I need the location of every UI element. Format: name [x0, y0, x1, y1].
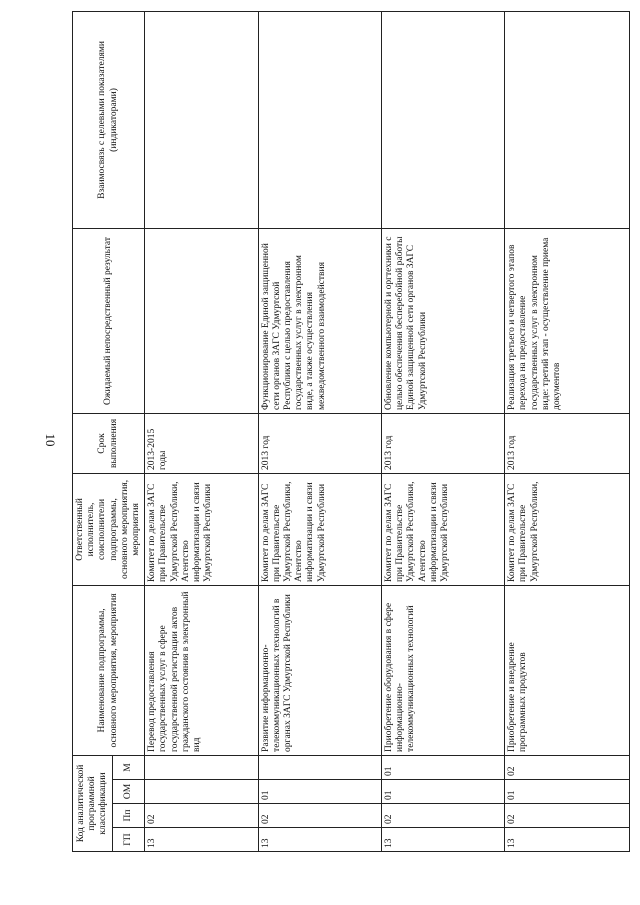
cell-gp: 13	[381, 828, 504, 852]
cell-link	[145, 11, 258, 228]
table-row	[505, 11, 629, 851]
cell-m: 01	[381, 755, 504, 779]
cell-result: Реализация третьего и четвертого этапов перехода на предоставление государственных услуг в электронном виде: третий этап - осуществление приема документов	[505, 228, 629, 413]
cell-link	[258, 11, 381, 228]
table-row	[258, 11, 381, 851]
cell-link	[505, 11, 629, 228]
cell-term: 2013 год	[505, 413, 629, 473]
cell-om: 01	[505, 780, 629, 804]
cell-executor: Комитет по делам ЗАГС при Правительстве Удмуртской Республики,	[505, 473, 629, 585]
cell-term: 2013 год	[258, 413, 381, 473]
header-term: Срок выполнения	[73, 413, 145, 473]
cell-name: Приобретение оборудования в сфере информационно-телекоммуникационных технологий	[381, 585, 504, 755]
cell-executor: Комитет по делам ЗАГС при Правительстве Удмуртской Республики, Агентство информатизации и связи Удмуртской Республики	[381, 473, 504, 585]
cell-gp: 13	[145, 828, 258, 852]
cell-m: 02	[505, 755, 629, 779]
cell-m	[258, 755, 381, 779]
cell-pp: 02	[381, 804, 504, 828]
header-pp: Пп	[113, 804, 145, 828]
cell-link	[381, 11, 504, 228]
header-executor: Ответственный исполнитель, соисполнители подпрограммы, основного мероприятия, мероприятия	[73, 473, 145, 585]
header-code-group: Код аналитической программной классификации	[73, 755, 113, 851]
cell-pp: 02	[145, 804, 258, 828]
cell-om: 01	[381, 780, 504, 804]
header-name: Наименование подпрограммы, основного мероприятия, мероприятия	[73, 585, 145, 755]
cell-m	[145, 755, 258, 779]
cell-om	[145, 780, 258, 804]
cell-name: Перевод предоставления государственных услуг в сфере государственной регистрации актов гражданского состояния в электронный вид	[145, 585, 258, 755]
cell-gp: 13	[258, 828, 381, 852]
program-table	[72, 11, 630, 852]
table-row	[145, 11, 258, 851]
header-m: М	[113, 755, 145, 779]
cell-term: 2013-2015 годы	[145, 413, 258, 473]
header-link: Взаимосвязь с целевыми показателями (индикаторами)	[73, 11, 145, 228]
cell-name: Развитие информационно-телекоммуникационных технологий в органах ЗАГС Удмуртской Республики	[258, 585, 381, 755]
cell-name: Приобретение и внедрение программных продуктов	[505, 585, 629, 755]
cell-pp: 02	[505, 804, 629, 828]
cell-om: 01	[258, 780, 381, 804]
cell-gp: 13	[505, 828, 629, 852]
header-gp: ГП	[113, 828, 145, 852]
cell-pp: 02	[258, 804, 381, 828]
cell-result	[145, 228, 258, 413]
cell-result: Функционирование Единой защищенной сети органов ЗАГС Удмуртской Республики с целью предоставления государственных услуг в электронном виде, а также осуществления межведомственного взаимодействия	[258, 228, 381, 413]
table-row	[381, 11, 504, 851]
cell-executor: Комитет по делам ЗАГС при Правительстве Удмуртской Республики, Агентство информатизации и связи Удмуртской Республики	[145, 473, 258, 585]
document-table-rotated	[72, 12, 627, 852]
cell-executor: Комитет по делам ЗАГС при Правительстве Удмуртской Республики, Агентство информатизации и связи Удмуртской Республики	[258, 473, 381, 585]
header-om: ОМ	[113, 780, 145, 804]
page-number: 10	[43, 433, 58, 447]
header-result: Ожидаемый непосредственный результат	[73, 228, 145, 413]
cell-result: Обновление компьютерной и оргтехники с целью обеспечения бесперебойной работы Единой защищенной сети органов ЗАГС Удмуртской Республики	[381, 228, 504, 413]
cell-term: 2013 год	[381, 413, 504, 473]
